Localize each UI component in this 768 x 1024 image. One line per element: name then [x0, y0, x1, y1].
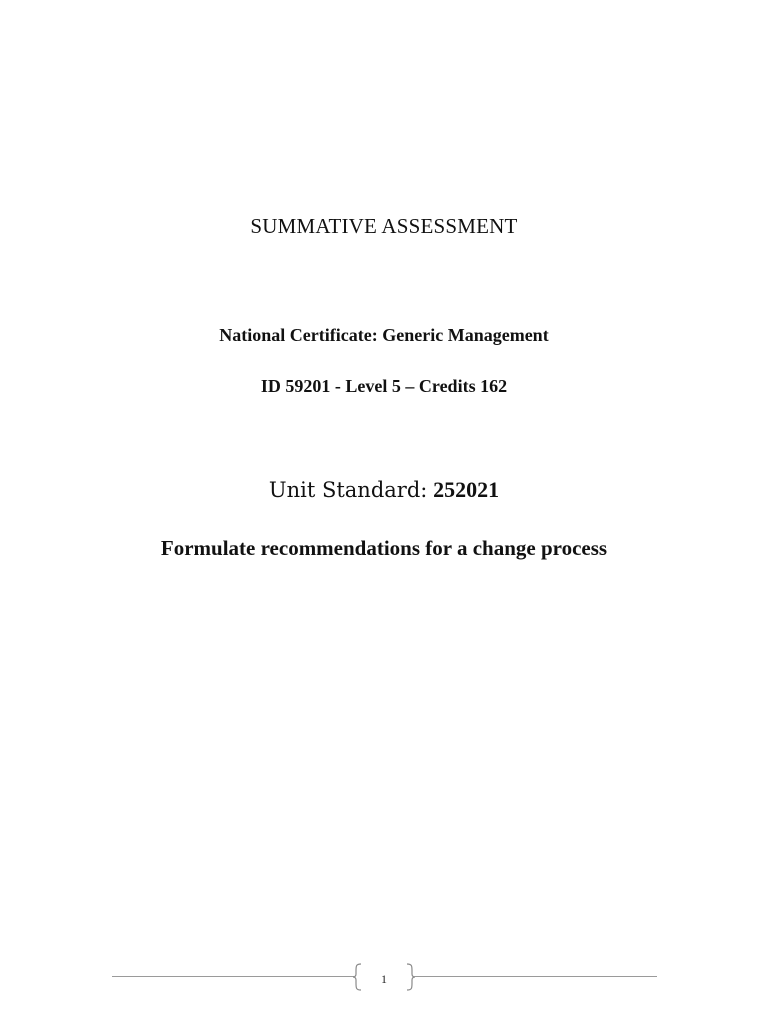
- footer-left-brace-icon: [352, 963, 362, 991]
- page-number: 1: [381, 972, 387, 986]
- unit-standard-heading: Formulate recommendations for a change process: [160, 536, 608, 560]
- unit-standard-number: 252021: [433, 477, 500, 502]
- qualification-id-line: ID 59201 - Level 5 – Credits 162: [260, 376, 508, 396]
- footer-right-brace-icon: [406, 963, 416, 991]
- footer-rule-right: [414, 976, 657, 977]
- unit-standard-label: Unit Standard:: [268, 478, 428, 502]
- unit-standard-line: [0, 477, 768, 503]
- footer-rule-left: [112, 976, 354, 977]
- qualification-title: National Certificate: Generic Management: [219, 325, 549, 345]
- document-title: SUMMATIVE ASSESSMENT: [250, 214, 518, 238]
